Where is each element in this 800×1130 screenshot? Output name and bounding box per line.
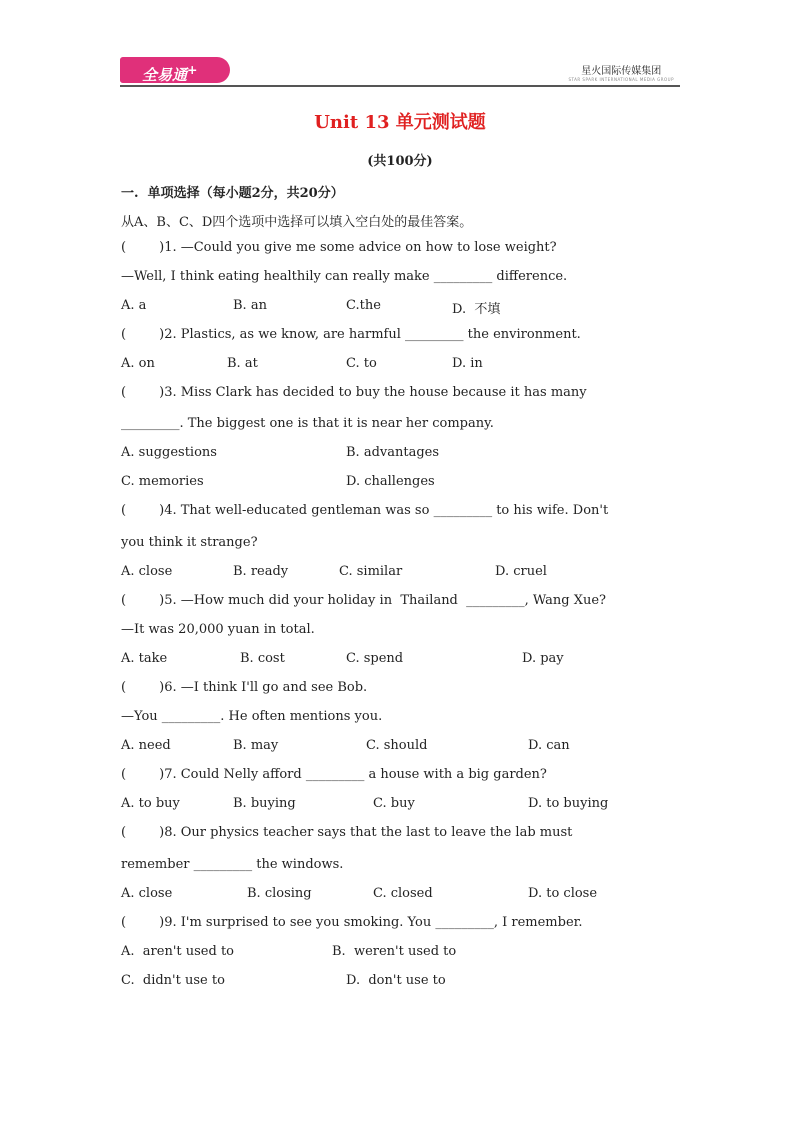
question-stem: ( )7. Could Nelly afford _________ a house with a big garden? [121,767,547,782]
question-stem: ( )3. Miss Clark has decided to buy the house because it has many [121,385,587,400]
section-instruction: 从A、B、C、D四个选项中选择可以填入空白处的最佳答案。 [121,215,473,230]
question-stem: —Well, I think eating healthily can really make _________ difference. [121,269,568,284]
header-divider [120,85,680,87]
option-a: A. need [121,738,171,753]
brand-logo: 全易通+ [120,57,230,83]
option-d: D. in [452,356,483,371]
option-b: B. closing [247,886,312,901]
option-a: A. on [121,356,155,371]
option-d: D. to buying [528,796,609,811]
option-b: B. an [233,298,267,313]
option-a: A. take [121,651,168,666]
question-stem: remember _________ the windows. [121,857,344,872]
total-score: (共100分) [367,154,433,169]
option-b: B. at [227,356,258,371]
option-c: C. memories [121,474,204,489]
option-c: C. similar [339,564,403,579]
option-d: D. challenges [346,474,435,489]
option-a: A. close [121,564,173,579]
section-heading: 一. 单项选择（每小题2分，共20分） [121,186,344,201]
option-d: D. cruel [495,564,547,579]
question-stem: ( )4. That well-educated gentleman was so _________ to his wife. Don't [121,503,609,518]
option-a: A. aren't used to [121,944,234,959]
question-stem: —You _________. He often mentions you. [121,709,383,724]
option-d: D. to close [528,886,598,901]
question-stem: _________. The biggest one is that it is near her company. [121,416,494,431]
option-c: C. buy [373,796,415,811]
question-stem: ( )9. I'm surprised to see you smoking. You _________, I remember. [121,915,583,930]
question-stem: ( )1. —Could you give me some advice on how to lose weight? [121,240,557,255]
option-b: B. may [233,738,279,753]
option-b: B. weren't used to [332,944,457,959]
question-stem: —It was 20,000 yuan in total. [121,622,315,637]
option-d: D. can [528,738,570,753]
option-a: A. a [121,298,147,313]
question-stem: ( )8. Our physics teacher says that the last to leave the lab must [121,825,573,840]
question-stem: ( )6. —I think I'll go and see Bob. [121,680,368,695]
option-d: D. don't use to [346,973,446,988]
option-c: C. didn't use to [121,973,225,988]
question-stem: ( )2. Plastics, as we know, are harmful _________ the environment. [121,327,581,342]
option-c: C. spend [346,651,404,666]
option-c: C. to [346,356,377,371]
option-a: A. close [121,886,173,901]
option-a: A. to buy [121,796,180,811]
question-stem: you think it strange? [121,535,258,550]
option-b: B. advantages [346,445,440,460]
option-b: B. cost [240,651,285,666]
option-c: C. closed [373,886,433,901]
page-header [120,57,680,87]
question-stem: ( )5. —How much did your holiday in Thailand _________, Wang Xue? [121,593,607,608]
option-b: B. buying [233,796,296,811]
option-d: D. 不填 [452,302,501,317]
page-title: Unit 13 单元测试题 [314,112,486,133]
option-b: B. ready [233,564,289,579]
option-c: C.the [346,298,381,313]
option-c: C. should [366,738,428,753]
publisher-name: 星火国际传媒集团 STAR SPARK INTERNATIONAL MEDIA GROUP [568,66,674,82]
option-d: D. pay [522,651,564,666]
option-a: A. suggestions [121,445,217,460]
